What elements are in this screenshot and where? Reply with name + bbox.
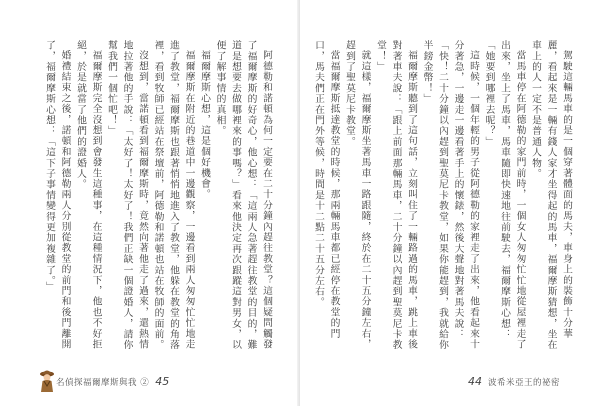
left-page-number: 45 — [155, 375, 170, 388]
right-paragraph-4: 福爾摩斯聽到了這句話，立刻叫住了一輛路過的馬車，跳上車後對著車夫說：「跟上前面那輛馬車，二十分鐘以內趕到聖莫尼卡教堂！」 — [375, 40, 417, 351]
right-paragraph-6: 當福爾摩斯抵達教堂的時候，那兩輛馬車都已經停在教堂的門口，馬夫們正在門外等候，時間是十二點二十五分左右。 — [313, 40, 340, 339]
left-page-footer — [56, 375, 169, 388]
detective-icon — [38, 368, 56, 392]
right-page-number: 44 — [467, 375, 482, 388]
left-paragraph-3: 福爾摩斯在附近的巷道中一邊觀察，一邊看到兩人匆匆忙忙地走進了教堂，福爾摩斯也跟著悄悄地進入了教堂，他躲在教堂的角落裡，看到牧師已經站在祭壇前，阿德勒和諾頓也站在牧師的面前。 — [152, 40, 195, 351]
right-paragraph-3: 這時候，一個年輕的男子從阿德勒的家裡走了出來，他看起來十分著急，一邊走一邊看著手上的懷錶，然後大聲地對著馬夫說：「快！二十分鐘以內趕到聖莫尼卡教堂，如果你能趕到，我就給你半鎊金幣！」 — [421, 40, 479, 351]
left-paragraph-4: 沒想到，當諾頓看到福爾摩斯時，竟然向著他走了過來，還熱情地拉著他的手說：「太好了！太好了！我們正缺一個證婚人，請你幫我們一個忙吧！」 — [106, 40, 148, 351]
right-page-footer — [468, 375, 560, 388]
right-running-head: 波希米亞王的祕密 — [487, 377, 560, 388]
left-paragraph-1: 阿德勒和諾頓為何一定要在二十分鐘內趕往教堂？這個疑問觸發了福爾摩斯的好奇心，他心想：「這兩人急著趕往教堂的目的，難道是想要去做哪裡來的事嗎？」看來他決定再次跟蹤這對男女，以便了解事情的真相。 — [214, 40, 272, 351]
left-paragraph-5: 福爾摩斯完全沒想到會發生這種事，在這種情況下，他也不好拒絕，於是就當了他們的證婚人。 — [75, 40, 102, 350]
right-paragraph-5: 就這樣，福爾摩斯坐著馬車一路跟隨，終於在二十五分鐘左右，趕到了聖莫尼卡教堂。 — [344, 40, 371, 350]
right-paragraph-1: 駕駛這輛馬車的是一個穿著體面的馬夫，車身上的裝飾十分華麗，看起來是一輛有錢人家才坐得起的馬車，福爾摩斯猜想，坐在車上的人一定不是普通人物。 — [530, 40, 572, 351]
right-paragraph-2: 當馬車停在阿德勒的家門前時，一個女人匆匆忙忙地從屋裡走了出來，坐上了馬車，馬車隨即快速地往前駛去，福爾摩斯心想：「她要到哪裡去呢？」 — [483, 40, 526, 350]
right-page-body — [313, 40, 574, 360]
left-running-head: 名偵探福爾摩斯與我 ② — [56, 377, 150, 388]
left-paragraph-2: 福爾摩斯心想，這是個好機會。 — [199, 49, 210, 200]
left-paragraph-6: 婚禮結束之後，諾頓和阿德勒兩人分別從教堂的前門和後門離開了，福爾摩斯心想：「這下子事情變得更加複雜了。」 — [44, 40, 71, 350]
left-page-body — [44, 40, 274, 360]
right-page — [300, 0, 600, 406]
